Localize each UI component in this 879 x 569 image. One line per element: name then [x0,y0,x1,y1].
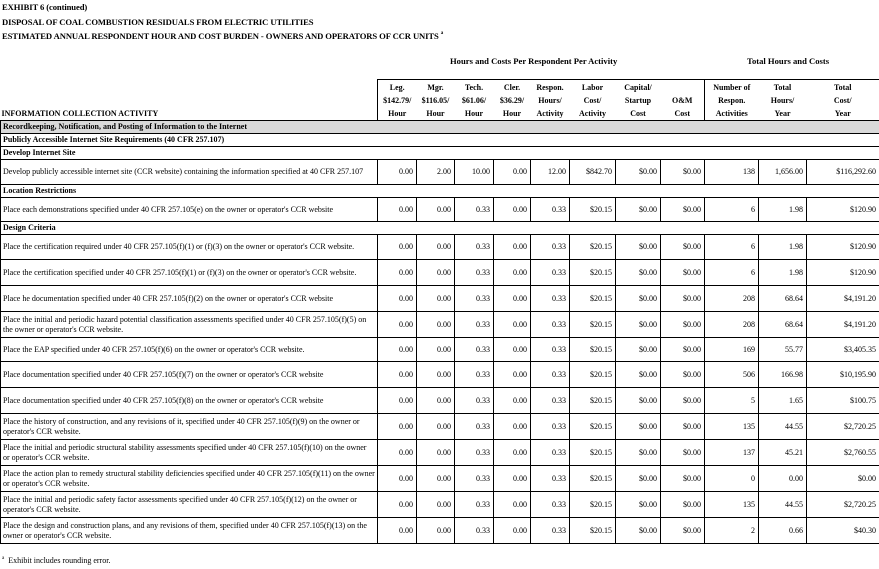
capital-cost-cell: $0.00 [616,312,661,338]
cler-hours-cell: 0.00 [494,440,531,466]
col-cler-header: Cler. $36.29/ Hour [494,80,531,121]
leg-hours-cell: 0.00 [378,388,417,414]
table-row [1,466,879,492]
respon-hours-cell: 0.33 [531,466,570,492]
labor-cost-cell: $20.15 [570,312,616,338]
document-subtitle [2,31,443,41]
mgr-hours-cell: 0.00 [417,338,455,362]
activity-cell: Place the initial and periodic structural stability assessments specified under 40 CFR 257.105(f)(10) on the owner or operator's CCR website. [1,440,378,466]
capital-cost-cell: $0.00 [616,518,661,544]
total-hours-cell: 1.98 [759,198,807,222]
table-row [1,235,879,260]
totals-group-header: Total Hours and Costs [747,56,830,66]
cler-hours-cell: 0.00 [494,260,531,286]
total-cost-cell: $2,720.25 [807,492,879,518]
number-activities-cell: 208 [705,312,759,338]
respon-hours-cell: 0.33 [531,492,570,518]
labor-cost-cell: $20.15 [570,362,616,388]
total-hours-cell: 68.64 [759,286,807,312]
labor-cost-cell: $842.70 [570,160,616,185]
section-develop-internet-site: Develop Internet Site [1,147,879,160]
mgr-hours-cell: 0.00 [417,388,455,414]
om-cost-cell: $0.00 [661,414,705,440]
total-cost-cell: $10,195.90 [807,362,879,388]
leg-hours-cell: 0.00 [378,312,417,338]
total-cost-cell: $40.30 [807,518,879,544]
leg-hours-cell: 0.00 [378,440,417,466]
activity-cell: Place documentation specified under 40 CFR 257.105(f)(8) on the owner or operator's CCR website [1,388,378,414]
mgr-hours-cell: 0.00 [417,466,455,492]
col-om-header: O&M Cost [661,80,705,121]
labor-cost-cell: $20.15 [570,414,616,440]
respon-hours-cell: 0.33 [531,388,570,414]
tech-hours-cell: 0.33 [455,260,494,286]
activity-cell: Place the initial and periodic safety factor assessments specified under 40 CFR 257.105(f)(12) on the owner or operator's CCR website. [1,492,378,518]
mgr-hours-cell: 0.00 [417,235,455,260]
om-cost-cell: $0.00 [661,198,705,222]
mgr-hours-cell: 0.00 [417,492,455,518]
leg-hours-cell: 0.00 [378,198,417,222]
total-cost-cell: $0.00 [807,466,879,492]
om-cost-cell: $0.00 [661,260,705,286]
capital-cost-cell: $0.00 [616,440,661,466]
tech-hours-cell: 0.33 [455,466,494,492]
mgr-hours-cell: 2.00 [417,160,455,185]
number-activities-cell: 135 [705,414,759,440]
cler-hours-cell: 0.00 [494,312,531,338]
number-activities-cell: 506 [705,362,759,388]
labor-cost-cell: $20.15 [570,338,616,362]
labor-cost-cell: $20.15 [570,518,616,544]
capital-cost-cell: $0.00 [616,414,661,440]
section-row [1,121,879,134]
cler-hours-cell: 0.00 [494,414,531,440]
total-hours-cell: 1.98 [759,235,807,260]
activity-column-header: INFORMATION COLLECTION ACTIVITY [1,109,159,118]
mgr-hours-cell: 0.00 [417,286,455,312]
section-design-criteria: Design Criteria [1,222,879,235]
cler-hours-cell: 0.00 [494,235,531,260]
total-cost-cell: $4,191.20 [807,286,879,312]
col-total-hours-header: Total Hours/ Year [759,80,807,121]
section-row [1,185,879,198]
col-leg-header: Leg. $142.79/ Hour [378,80,417,121]
tech-hours-cell: 0.33 [455,518,494,544]
total-hours-cell: 68.64 [759,312,807,338]
cler-hours-cell: 0.00 [494,286,531,312]
om-cost-cell: $0.00 [661,466,705,492]
mgr-hours-cell: 0.00 [417,518,455,544]
respon-hours-cell: 0.33 [531,518,570,544]
total-cost-cell: $120.90 [807,198,879,222]
respon-hours-cell: 0.33 [531,260,570,286]
labor-cost-cell: $20.15 [570,198,616,222]
table-row [1,286,879,312]
cler-hours-cell: 0.00 [494,492,531,518]
section-row [1,222,879,235]
activity-cell: Place documentation specified under 40 CFR 257.105(f)(7) on the owner or operator's CCR website [1,362,378,388]
number-activities-cell: 6 [705,260,759,286]
om-cost-cell: $0.00 [661,492,705,518]
total-hours-cell: 0.66 [759,518,807,544]
total-cost-cell: $2,720.25 [807,414,879,440]
burden-table [0,79,879,544]
table-row [1,414,879,440]
mgr-hours-cell: 0.00 [417,440,455,466]
activity-cell: Place the EAP specified under 40 CFR 257.105(f)(6) on the owner or operator's CCR website. [1,338,378,362]
number-activities-cell: 208 [705,286,759,312]
capital-cost-cell: $0.00 [616,198,661,222]
labor-cost-cell: $20.15 [570,440,616,466]
labor-cost-cell: $20.15 [570,286,616,312]
capital-cost-cell: $0.00 [616,492,661,518]
section-recordkeeping: Recordkeeping, Notification, and Posting of Information to the Internet [1,121,879,134]
respon-hours-cell: 0.33 [531,312,570,338]
respon-hours-cell: 12.00 [531,160,570,185]
col-number-header: Number of Respon. Activities [705,80,759,121]
om-cost-cell: $0.00 [661,362,705,388]
respon-hours-cell: 0.33 [531,440,570,466]
total-cost-cell: $120.90 [807,260,879,286]
om-cost-cell: $0.00 [661,440,705,466]
total-hours-cell: 55.77 [759,338,807,362]
labor-cost-cell: $20.15 [570,492,616,518]
table-row [1,440,879,466]
col-total-cost-header: Total Cost/ Year [807,80,879,121]
respon-hours-cell: 0.33 [531,286,570,312]
activity-cell: Place the certification required under 40 CFR 257.105(f)(1) or (f)(3) on the owner or operator's CCR website. [1,235,378,260]
total-hours-cell: 166.98 [759,362,807,388]
number-activities-cell: 138 [705,160,759,185]
respon-hours-cell: 0.33 [531,338,570,362]
activity-cell: Place the initial and periodic hazard potential classification assessments specified under 40 CFR 257.105(f)(5) on the owner or operator's CCR website. [1,312,378,338]
tech-hours-cell: 0.33 [455,338,494,362]
table-row [1,518,879,544]
labor-cost-cell: $20.15 [570,260,616,286]
tech-hours-cell: 0.33 [455,312,494,338]
footnote [2,556,110,565]
table-row [1,362,879,388]
respon-hours-cell: 0.33 [531,362,570,388]
col-respon-hours-header: Respon. Hours/ Activity [531,80,570,121]
tech-hours-cell: 0.33 [455,362,494,388]
total-cost-cell: $120.90 [807,235,879,260]
table-row [1,338,879,362]
labor-cost-cell: $20.15 [570,388,616,414]
capital-cost-cell: $0.00 [616,286,661,312]
capital-cost-cell: $0.00 [616,160,661,185]
document-title: DISPOSAL OF COAL COMBUSTION RESIDUALS FROM ELECTRIC UTILITIES [2,17,314,27]
table-row [1,198,879,222]
total-hours-cell: 44.55 [759,492,807,518]
capital-cost-cell: $0.00 [616,388,661,414]
table-row [1,312,879,338]
total-cost-cell: $3,405.35 [807,338,879,362]
number-activities-cell: 2 [705,518,759,544]
leg-hours-cell: 0.00 [378,260,417,286]
total-hours-cell: 0.00 [759,466,807,492]
activity-cell: Place the certification specified under 40 CFR 257.105(f)(1) or (f)(3) on the owner or operator's CCR website. [1,260,378,286]
leg-hours-cell: 0.00 [378,235,417,260]
capital-cost-cell: $0.00 [616,338,661,362]
respon-hours-cell: 0.33 [531,414,570,440]
per-respondent-group-header: Hours and Costs Per Respondent Per Activity [450,56,618,66]
om-cost-cell: $0.00 [661,312,705,338]
number-activities-cell: 5 [705,388,759,414]
labor-cost-cell: $20.15 [570,235,616,260]
capital-cost-cell: $0.00 [616,260,661,286]
table-row [1,492,879,518]
activity-cell: Place he documentation specified under 40 CFR 257.105(f)(2) on the owner or operator's CCR website [1,286,378,312]
leg-hours-cell: 0.00 [378,492,417,518]
subtitle-text: ESTIMATED ANNUAL RESPONDENT HOUR AND COST BURDEN - OWNERS AND OPERATORS OF CCR UNITS [2,31,439,41]
om-cost-cell: $0.00 [661,160,705,185]
tech-hours-cell: 0.33 [455,492,494,518]
activity-cell: Place the action plan to remedy structural stability deficiencies specified under 40 CFR 257.105(f)(11) on the owner or operator's CCR website. [1,466,378,492]
cler-hours-cell: 0.00 [494,198,531,222]
tech-hours-cell: 0.33 [455,198,494,222]
om-cost-cell: $0.00 [661,286,705,312]
mgr-hours-cell: 0.00 [417,312,455,338]
tech-hours-cell: 0.33 [455,286,494,312]
om-cost-cell: $0.00 [661,388,705,414]
col-labor-cost-header: Labor Cost/ Activity [570,80,616,121]
subtitle-footnote-mark: a [440,31,444,36]
total-cost-cell: $116,292.60 [807,160,879,185]
om-cost-cell: $0.00 [661,235,705,260]
mgr-hours-cell: 0.00 [417,362,455,388]
total-cost-cell: $2,760.55 [807,440,879,466]
section-row [1,147,879,160]
number-activities-cell: 6 [705,198,759,222]
leg-hours-cell: 0.00 [378,414,417,440]
leg-hours-cell: 0.00 [378,338,417,362]
om-cost-cell: $0.00 [661,338,705,362]
activity-cell: Place the history of construction, and any revisions of it, specified under 40 CFR 257.105(f)(9) on the owner or operator's CCR website. [1,414,378,440]
table-row [1,388,879,414]
column-header-row [1,80,879,121]
activity-cell: Place each demonstrations specified under 40 CFR 257.105(e) on the owner or operator's CCR website [1,198,378,222]
leg-hours-cell: 0.00 [378,160,417,185]
total-hours-cell: 1.65 [759,388,807,414]
number-activities-cell: 6 [705,235,759,260]
cler-hours-cell: 0.00 [494,466,531,492]
number-activities-cell: 137 [705,440,759,466]
table-row [1,160,879,185]
col-tech-header: Tech. $61.06/ Hour [455,80,494,121]
total-hours-cell: 1.98 [759,260,807,286]
exhibit-label: EXHIBIT 6 (continued) [2,2,88,12]
cler-hours-cell: 0.00 [494,160,531,185]
total-hours-cell: 45.21 [759,440,807,466]
leg-hours-cell: 0.00 [378,518,417,544]
respon-hours-cell: 0.33 [531,198,570,222]
cler-hours-cell: 0.00 [494,388,531,414]
tech-hours-cell: 0.33 [455,414,494,440]
total-cost-cell: $100.75 [807,388,879,414]
tech-hours-cell: 0.33 [455,388,494,414]
leg-hours-cell: 0.00 [378,362,417,388]
tech-hours-cell: 10.00 [455,160,494,185]
cler-hours-cell: 0.00 [494,362,531,388]
cler-hours-cell: 0.00 [494,518,531,544]
section-location-restrictions: Location Restrictions [1,185,879,198]
capital-cost-cell: $0.00 [616,235,661,260]
total-hours-cell: 1,656.00 [759,160,807,185]
section-row [1,134,879,147]
footnote-mark: a [2,556,5,561]
footnote-text: Exhibit includes rounding error. [8,556,111,565]
mgr-hours-cell: 0.00 [417,198,455,222]
col-capital-header: Capital/ Startup Cost [616,80,661,121]
number-activities-cell: 135 [705,492,759,518]
total-cost-cell: $4,191.20 [807,312,879,338]
mgr-hours-cell: 0.00 [417,260,455,286]
col-mgr-header: Mgr. $116.05/ Hour [417,80,455,121]
leg-hours-cell: 0.00 [378,466,417,492]
capital-cost-cell: $0.00 [616,466,661,492]
number-activities-cell: 169 [705,338,759,362]
mgr-hours-cell: 0.00 [417,414,455,440]
capital-cost-cell: $0.00 [616,362,661,388]
labor-cost-cell: $20.15 [570,466,616,492]
activity-cell: Develop publicly accessible internet site (CCR website) containing the information specified at 40 CFR 257.107 [1,160,378,185]
total-hours-cell: 44.55 [759,414,807,440]
om-cost-cell: $0.00 [661,518,705,544]
tech-hours-cell: 0.33 [455,235,494,260]
leg-hours-cell: 0.00 [378,286,417,312]
cler-hours-cell: 0.00 [494,338,531,362]
table-row [1,260,879,286]
activity-cell: Place the design and construction plans, and any revisions of them, specified under 40 CFR 257.105(f)(13) on the owner or operator's CCR website. [1,518,378,544]
respon-hours-cell: 0.33 [531,235,570,260]
section-internet-site-requirements: Publicly Accessible Internet Site Requirements (40 CFR 257.107) [1,134,879,147]
tech-hours-cell: 0.33 [455,440,494,466]
number-activities-cell: 0 [705,466,759,492]
